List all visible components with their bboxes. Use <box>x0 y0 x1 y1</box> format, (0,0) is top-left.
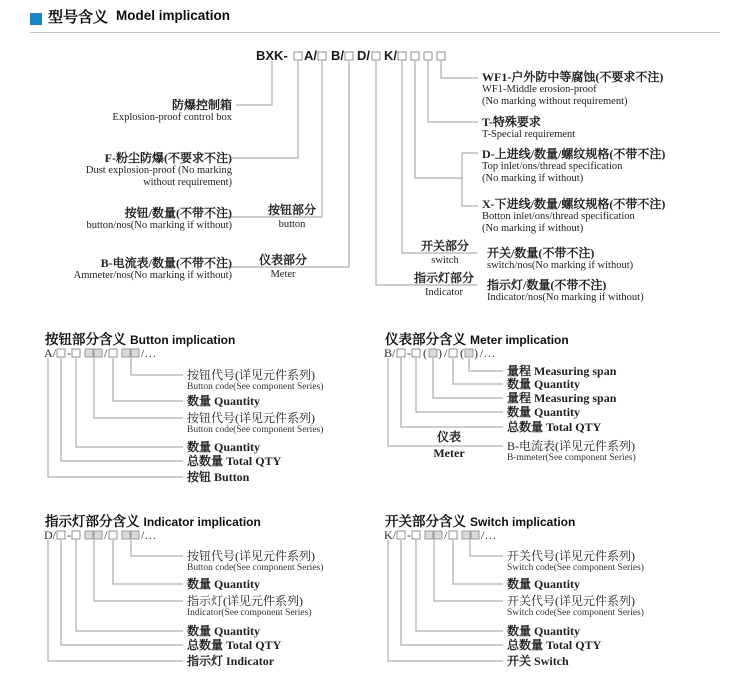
paren-open: ( <box>460 346 464 360</box>
placeholder-box <box>318 52 326 60</box>
model-code-a: A/ <box>304 48 317 63</box>
placeholder-box <box>94 349 102 357</box>
indicator-wire-4 <box>76 540 183 631</box>
indicator-wire-2 <box>113 540 183 584</box>
label-explosion-proof-box: 防爆控制箱 Explosion-proof control box <box>112 98 232 123</box>
indicator-wire-1 <box>131 540 183 556</box>
meter-label-qty-1: 数量 Quantity <box>507 377 581 391</box>
switch-wire-4 <box>416 540 503 631</box>
placeholder-box <box>398 52 406 60</box>
tag-indicator-part: 指示灯部分 Indicator <box>413 271 474 298</box>
tag-switch-part: 开关部分 switch <box>420 239 469 266</box>
placeholder-box <box>57 349 65 357</box>
model-prefix: BXK- <box>256 48 288 63</box>
label-indicator-qty: 指示灯/数量(不带不注) Indicator/nos(No marking if without) <box>487 278 644 303</box>
label-wf1: WF1-户外防中等腐蚀(不要求不注) WF1-Middle erosion-proof (No marking without requirement) <box>482 70 664 107</box>
meter-formula-code: B/ <box>384 346 396 360</box>
placeholder-box <box>345 52 353 60</box>
wire-button <box>228 61 322 217</box>
meter-wire-3 <box>433 358 503 398</box>
dash: - <box>67 528 71 542</box>
switch-label-qty-2: 数量 Quantity <box>507 624 581 638</box>
button-wire-4 <box>76 358 183 447</box>
tail: /… <box>141 346 157 360</box>
wire-switch <box>402 61 477 253</box>
placeholder-box <box>411 52 419 60</box>
model-code-k: K/ <box>384 48 397 63</box>
button-label-total: 总数量 Total QTY <box>187 454 282 468</box>
model-code-d: D/ <box>357 48 370 63</box>
placeholder-box <box>449 349 457 357</box>
tail: /… <box>480 346 496 360</box>
switch-wire-2 <box>453 540 503 584</box>
tag-meter-part: 仪表部分 Meter <box>258 253 307 280</box>
placeholder-box <box>424 52 432 60</box>
placeholder-box <box>449 531 457 539</box>
placeholder-box <box>412 531 420 539</box>
switch-wire-1 <box>470 540 503 556</box>
label-top-inlet: D-上进线/数量/螺纹规格(不带不注) Top inlet/ons/thread specification (No marking if without) <box>482 147 666 184</box>
label-button-qty: 按钮/数量(不带不注) button/nos(No marking if without) <box>86 206 232 231</box>
model-code-b: B/ <box>331 48 344 63</box>
switch-formula-code: K/ <box>384 528 396 542</box>
slash: / <box>104 346 108 360</box>
meter-section-title: 仪表部分含义 Meter implication <box>385 332 569 347</box>
meter-label-span-1: 量程 Measuring span <box>507 364 617 378</box>
tail: /… <box>141 528 157 542</box>
placeholder-box <box>294 52 302 60</box>
tail: /… <box>481 528 497 542</box>
button-label-qty-1: 数量 Quantity <box>187 394 261 408</box>
label-ammeter-qty: B-电流表/数量(不带不注) Ammeter/nos(No marking if without) <box>73 256 232 281</box>
button-label-code-1: 按钮代号(详见元件系列) Button code(See component Series) <box>187 368 324 392</box>
dash: - <box>407 528 411 542</box>
slash: / <box>104 528 108 542</box>
placeholder-box <box>109 349 117 357</box>
slash: / <box>444 528 448 542</box>
placeholder-box <box>85 531 93 539</box>
wire-special <box>428 61 478 122</box>
button-wire-2 <box>113 358 183 401</box>
indicator-label-total: 总数量 Total QTY <box>187 638 282 652</box>
button-wire-5 <box>61 358 183 461</box>
button-wire-1 <box>131 358 183 375</box>
switch-label-root: 开关 Switch <box>507 654 569 668</box>
meter-wire-4 <box>416 358 503 412</box>
button-formula-code: A/ <box>44 346 56 360</box>
wire-wf1 <box>441 61 478 78</box>
placeholder-box <box>131 531 139 539</box>
indicator-label-code-2: 指示灯(详见元件系列) Indicator(See component Series) <box>187 594 312 618</box>
wire-meter <box>228 61 349 267</box>
indicator-label-qty-1: 数量 Quantity <box>187 577 261 591</box>
placeholder-box <box>465 349 473 357</box>
meter-label-span-2: 量程 Measuring span <box>507 391 617 405</box>
label-switch-qty: 开关/数量(不带不注) switch/nos(No marking if without) <box>487 246 634 271</box>
button-label-code-2: 按钮代号(详见元件系列) Button code(See component Series) <box>187 411 324 435</box>
button-section-title: 按钮部分含义 Button implication <box>45 332 236 347</box>
indicator-label-root: 指示灯 Indicator <box>187 654 275 668</box>
placeholder-box <box>425 531 433 539</box>
indicator-wire-3 <box>94 540 183 601</box>
placeholder-box <box>412 349 420 357</box>
placeholder-box <box>122 349 130 357</box>
switch-label-total: 总数量 Total QTY <box>507 638 602 652</box>
placeholder-box <box>85 349 93 357</box>
button-wire-3 <box>94 358 183 418</box>
indicator-formula-code: D/ <box>44 528 56 542</box>
label-bottom-inlet: X-下进线/数量/螺纹规格(不带不注) Botton inlet/ons/thread specification (No marking if without) <box>482 197 666 234</box>
placeholder-box <box>397 349 405 357</box>
switch-label-code-2: 开关代号(详见元件系列) Switch code(See component Series) <box>507 594 644 618</box>
meter-label-total: 总数量 Total QTY <box>507 420 602 434</box>
wire-bxk <box>236 61 272 105</box>
slash: / <box>444 346 448 360</box>
dash: - <box>407 346 411 360</box>
indicator-section-title: 指示灯部分含义 Indicator implication <box>45 514 261 529</box>
placeholder-box <box>397 531 405 539</box>
wire-inlet-bracket <box>462 153 478 206</box>
paren-close: ) <box>474 346 478 360</box>
button-label-root: 按钮 Button <box>187 470 250 484</box>
meter-side-tag: 仪表 Meter <box>433 430 465 460</box>
wire-dust <box>232 61 298 158</box>
placeholder-box <box>434 531 442 539</box>
placeholder-box <box>372 52 380 60</box>
tag-button-part: 按钮部分 button <box>267 203 316 230</box>
placeholder-box <box>429 349 437 357</box>
placeholder-box <box>462 531 470 539</box>
paren-open: ( <box>423 346 427 360</box>
page-title-zh: 型号含义 <box>48 9 109 26</box>
placeholder-box <box>131 349 139 357</box>
wire-inlet <box>415 61 462 178</box>
placeholder-box <box>122 531 130 539</box>
page-title-en: Model implication <box>116 8 231 23</box>
indicator-label-code-1: 按钮代号(详见元件系列) Button code(See component Series) <box>187 549 324 573</box>
dash: - <box>67 346 71 360</box>
meter-label-root: B-电流表(详见元件系列) B-mmeter(See component Series) <box>507 439 636 463</box>
indicator-label-qty-2: 数量 Quantity <box>187 624 261 638</box>
placeholder-box <box>94 531 102 539</box>
placeholder-box <box>437 52 445 60</box>
button-label-qty-2: 数量 Quantity <box>187 440 261 454</box>
label-special-requirement: T-特殊要求 T-Special requirement <box>482 115 576 140</box>
placeholder-box <box>109 531 117 539</box>
paren-close: ) <box>438 346 442 360</box>
placeholder-box <box>72 349 80 357</box>
switch-wire-3 <box>434 540 503 601</box>
placeholder-box <box>57 531 65 539</box>
label-dust-explosion-proof: F-粉尘防爆(不要求不注) Dust explosion-proof (No marking without requirement) <box>85 151 232 188</box>
switch-label-code-1: 开关代号(详见元件系列) Switch code(See component Series) <box>507 549 644 573</box>
placeholder-box <box>471 531 479 539</box>
switch-label-qty-1: 数量 Quantity <box>507 577 581 591</box>
placeholder-box <box>72 531 80 539</box>
switch-section-title: 开关部分含义 Switch implication <box>385 514 576 529</box>
meter-label-qty-2: 数量 Quantity <box>507 405 581 419</box>
